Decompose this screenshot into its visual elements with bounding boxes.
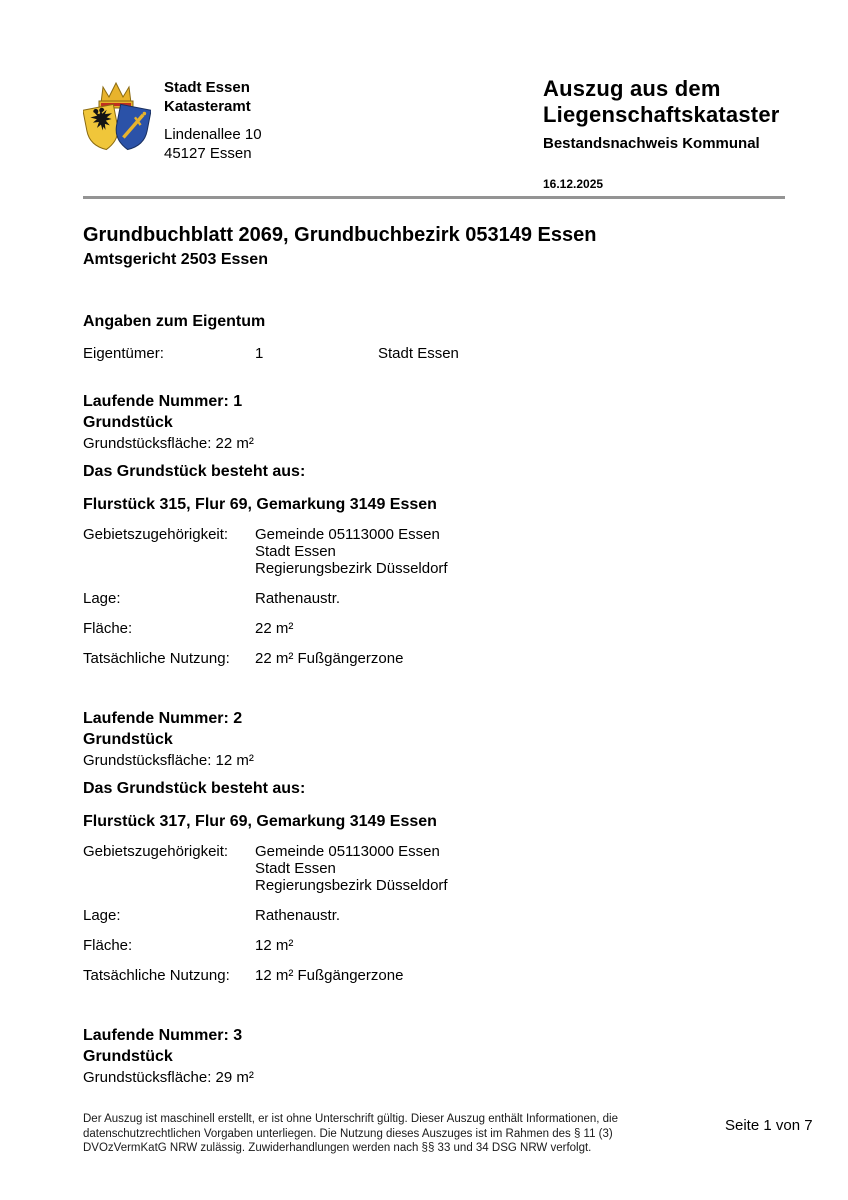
flurstueck-heading: Flurstück 317, Flur 69, Gemarkung 3149 Essen bbox=[83, 813, 437, 830]
detail-label: Gebietszugehörigkeit: bbox=[83, 843, 229, 860]
detail-row-nutzung bbox=[83, 650, 785, 667]
detail-values: 12 m² Fußgängerzone bbox=[255, 967, 404, 984]
parcel-details bbox=[83, 843, 785, 984]
detail-row-flaeche bbox=[83, 620, 785, 637]
crown-icon bbox=[99, 83, 133, 108]
document-type-subtitle: Bestandsnachweis Kommunal bbox=[543, 135, 760, 152]
detail-values: Rathenaustr. bbox=[255, 907, 341, 924]
footer-legal-text: Der Auszug ist maschinell erstellt, er ist ohne Unterschrift gültig. Dieser Auszug enthält Informationen, die datenschutzrechtlichen Vorgaben unterliegen. Die Nutzung dieses Auszuges ist im Rahmen des § 11 (3) DVOzVermKatG NRW zulässig. Zuwiderhandlungen werden nach §§ 33 und 34 DSG NRW verfolgt. bbox=[83, 1113, 619, 1154]
detail-label: Lage: bbox=[83, 907, 121, 924]
parcel-area-line: Grundstücksfläche: 29 m² bbox=[83, 1069, 254, 1086]
parcel-area-line: Grundstücksfläche: 12 m² bbox=[83, 752, 254, 769]
detail-row-lage bbox=[83, 590, 785, 607]
detail-values: 22 m² bbox=[255, 620, 294, 637]
owner-name: Stadt Essen bbox=[378, 345, 459, 362]
parcel-section-1 bbox=[83, 391, 785, 667]
detail-values: 12 m² bbox=[255, 937, 294, 954]
issuer-block bbox=[83, 70, 262, 163]
issuer-street: Lindenallee 10 bbox=[164, 126, 262, 143]
parcel-section-2 bbox=[83, 708, 785, 984]
owner-number: 1 bbox=[255, 345, 264, 362]
parcel-area-line: Grundstücksfläche: 22 m² bbox=[83, 435, 254, 452]
detail-row-gebietszugehoerigkeit bbox=[83, 526, 785, 577]
parcel-number-heading: Laufende Nummer: 3 bbox=[83, 1027, 243, 1044]
detail-label: Fläche: bbox=[83, 620, 133, 637]
issuer-city: 45127 Essen bbox=[164, 145, 252, 162]
parcel-type-heading: Grundstück bbox=[83, 414, 173, 431]
detail-row-gebietszugehoerigkeit bbox=[83, 843, 785, 894]
consists-heading: Das Grundstück besteht aus: bbox=[83, 780, 306, 797]
detail-row-nutzung bbox=[83, 967, 785, 984]
parcel-type-heading: Grundstück bbox=[83, 1048, 173, 1065]
ownership-section bbox=[83, 311, 785, 364]
document-date: 16.12.2025 bbox=[543, 177, 604, 191]
detail-label: Gebietszugehörigkeit: bbox=[83, 526, 229, 543]
header-divider bbox=[83, 196, 785, 199]
detail-label: Fläche: bbox=[83, 937, 133, 954]
document-type-title: Auszug aus dem Liegenschaftskataster bbox=[543, 76, 780, 127]
parcel-type-heading: Grundstück bbox=[83, 731, 173, 748]
page-number: Seite 1 von 7 bbox=[725, 1117, 813, 1134]
flurstueck-heading: Flurstück 315, Flur 69, Gemarkung 3149 Essen bbox=[83, 496, 437, 513]
detail-values: 22 m² Fußgängerzone bbox=[255, 650, 404, 667]
parcel-number-heading: Laufende Nummer: 1 bbox=[83, 393, 243, 410]
page-title: Grundbuchblatt 2069, Grundbuchbezirk 053149 Essen bbox=[83, 224, 597, 246]
detail-label: Tatsächliche Nutzung: bbox=[83, 650, 230, 667]
detail-values: Gemeinde 05113000 Essen Stadt Essen Regierungsbezirk Düsseldorf bbox=[255, 526, 448, 577]
essen-coat-of-arms-icon bbox=[83, 80, 151, 160]
consists-heading: Das Grundstück besteht aus: bbox=[83, 463, 306, 480]
parcel-details bbox=[83, 526, 785, 667]
owner-row bbox=[83, 343, 785, 364]
detail-row-flaeche bbox=[83, 937, 785, 954]
owner-label: Eigentümer: bbox=[83, 345, 164, 362]
detail-label: Tatsächliche Nutzung: bbox=[83, 967, 230, 984]
document-type-block bbox=[543, 70, 785, 191]
header bbox=[83, 70, 785, 191]
detail-values: Rathenaustr. bbox=[255, 590, 341, 607]
detail-row-lage bbox=[83, 907, 785, 924]
detail-values: Gemeinde 05113000 Essen Stadt Essen Regierungsbezirk Düsseldorf bbox=[255, 843, 448, 894]
ownership-heading: Angaben zum Eigentum bbox=[83, 313, 266, 330]
parcel-section-3 bbox=[83, 1025, 785, 1088]
parcel-number-heading: Laufende Nummer: 2 bbox=[83, 710, 243, 727]
issuer-name-line1: Stadt Essen bbox=[164, 79, 250, 96]
detail-label: Lage: bbox=[83, 590, 121, 607]
issuer-name-line2: Katasteramt bbox=[164, 98, 251, 115]
page-subtitle: Amtsgericht 2503 Essen bbox=[83, 251, 268, 268]
